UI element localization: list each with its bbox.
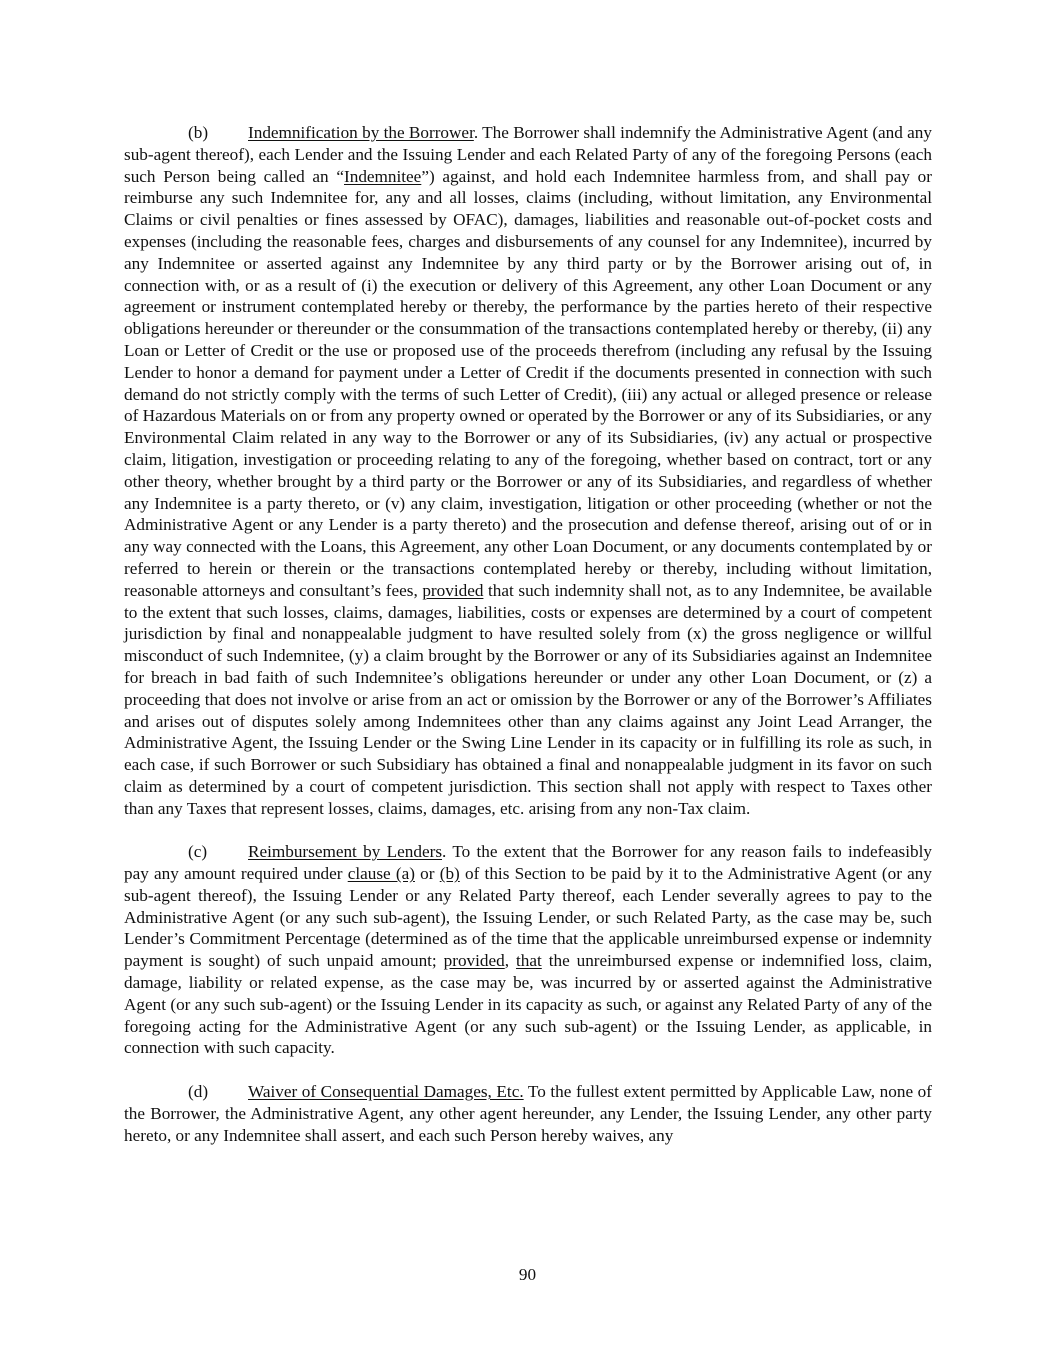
paragraph-d-heading: Waiver of Consequential Damages, Etc. — [248, 1082, 524, 1102]
paragraph-c-label: (c) — [188, 842, 208, 862]
paragraph-c — [124, 841, 932, 1059]
paragraph-b-label: (b) — [188, 123, 209, 142]
paragraph-c-text-3: of this Section to be paid by it to the Administrative Agent (or any sub-agent thereof), the Issuing Lender or any Related Party thereof, each Lender severally agrees to pay to the Administrative Agent (or any such sub-agent), the Issuing Lender, or such Related Party, as the case may be, such Lender’s Commitment Percentage (determined as of the time that the applicable unreimbursed expense or indemnity payment is sought) of such unpaid amount; — [124, 864, 932, 971]
paragraph-d-label: (d) — [188, 1082, 209, 1102]
paragraph-c-text-1: . To the extent that the Borrower for any reason fails to indefeasibly pay any amount required under — [124, 842, 932, 884]
clause-a-reference: clause (a) — [347, 864, 415, 884]
paragraph-c-text-4: , — [504, 951, 516, 971]
paragraph-b — [124, 122, 932, 820]
paragraph-c-text-2: or — [414, 864, 440, 884]
paragraph-c-heading: Reimbursement by Lenders — [248, 842, 443, 862]
paragraph-b-text-2: ”) against, and hold each Indemnitee harmless from, and shall pay or reimburse any such Indemnitee for, any and all losses, claims (including, without limitation, any Environmental Claims or civil penalties or fines assessed by OFAC), damages, liabilities and reasonable out-of-pocket costs and expenses (including the reasonable fees, charges and disbursements of any counsel for any Indemnitee), incurred by any Indemnitee or asserted against any Indemnitee by any third party or by the Borrower arising out of, in connection with, or as a result of (i) the execution or delivery of this Agreement, any other Loan Document or any agreement or instrument contemplated hereby or thereby, the performance by the parties hereto of their respective obligations hereunder or thereunder or the consummation of the transactions contemplated hereby or thereby, (ii) any Loan or Letter of Credit or the use or proposed use of the proceeds therefrom (including any refusal by the Issuing Lender to honor a demand for payment under a Letter of Credit if the documents presented in connection with such demand do not strictly comply with the terms of such Letter of Credit), (iii) any actual or alleged presence or release of Hazardous Materials on or from any property owned or operated by the Borrower or any of its Subsidiaries, or any Environmental Claim related in any way to the Borrower or any of its Subsidiaries, (iv) any actual or prospective claim, litigation, investigation or proceeding relating to any of the foregoing, whether based on contract, tort or any other theory, whether brought by a third party or the Borrower or any of its Subsidiaries, and regardless of whether any Indemnitee is a party thereto, or (v) any claim, investigation, litigation or other proceeding (whether or not the Administrative Agent or any Lender is a party thereto) and the prosecution and defense thereof, arising out of or in any way connected with the Loans, this Agreement, any other Loan Document, or any documents contemplated by or referred to herein or therein or the transactions contemplated hereby or thereby, including without limitation, reasonable attorneys and consultant’s fees, — [124, 166, 933, 600]
clause-b-reference: (b) — [439, 864, 460, 884]
paragraph-d — [124, 1081, 932, 1146]
paragraph-d-text-1: To the fullest extent permitted by Applicable Law, none of the Borrower, the Administrative Agent, any other agent hereunder, any Lender, the Issuing Lender, any other party hereto, or any Indemnitee shall assert, and each such Person hereby waives, any — [124, 1082, 932, 1145]
provided-emphasis: provided — [422, 580, 484, 600]
page-number: 90 — [518, 1265, 537, 1284]
paragraph-c-text-5: the unreimbursed expense or indemnified loss, claim, damage, liability or related expense, as the case may be, was incurred by or asserted against the Administrative Agent (or any such sub-agent) or the Issuing Lender in its capacity as such, or against any Related Party of any of the foregoing acting for the Administrative Agent (or any such sub-agent) or the Issuing Lender, as applicable, in connection with such capacity. — [124, 951, 933, 1058]
paragraph-b-text-3: that such indemnity shall not, as to any Indemnitee, be available to the extent that such losses, claims, damages, liabilities, costs or expenses are determined by a court of competent jurisdiction by final and nonappealable judgment to have resulted solely from (x) the gross negligence or willful misconduct of such Indemnitee, (y) a claim brought by the Borrower or any of its Subsidiaries against an Indemnitee for breach in bad faith of such Indemnitee’s obligations hereunder or under any other Loan Document, or (z) a proceeding that does not involve or arise from an act or omission by the Borrower or any of the Borrower’s Affiliates and arises out of disputes solely among Indemnitees other than any claims against any Joint Lead Arranger, the Administrative Agent, the Issuing Lender or the Swing Line Lender in its capacity or in fulfilling its role as such, in each case, if such Borrower or such Subsidiary has obtained a final and nonappealable judgment in its favor on such claim as determined by a court of competent jurisdiction. This section shall not apply with respect to Taxes other than any Taxes that represent losses, claims, damages, etc. arising from any non-Tax claim. — [124, 580, 932, 818]
document-page — [124, 122, 932, 1168]
that-emphasis: that — [515, 951, 542, 971]
paragraph-b-heading: Indemnification by the Borrower — [248, 123, 474, 142]
paragraph-b-text-1: . The Borrower shall indemnify the Administrative Agent (and any sub-agent thereof), each Lender and the Issuing Lender and each Related Party of any of the foregoing Persons (each such Person being called an “ — [124, 123, 932, 186]
defined-term-indemnitee: Indemnitee — [344, 166, 422, 186]
provided-emphasis: provided — [443, 951, 505, 971]
